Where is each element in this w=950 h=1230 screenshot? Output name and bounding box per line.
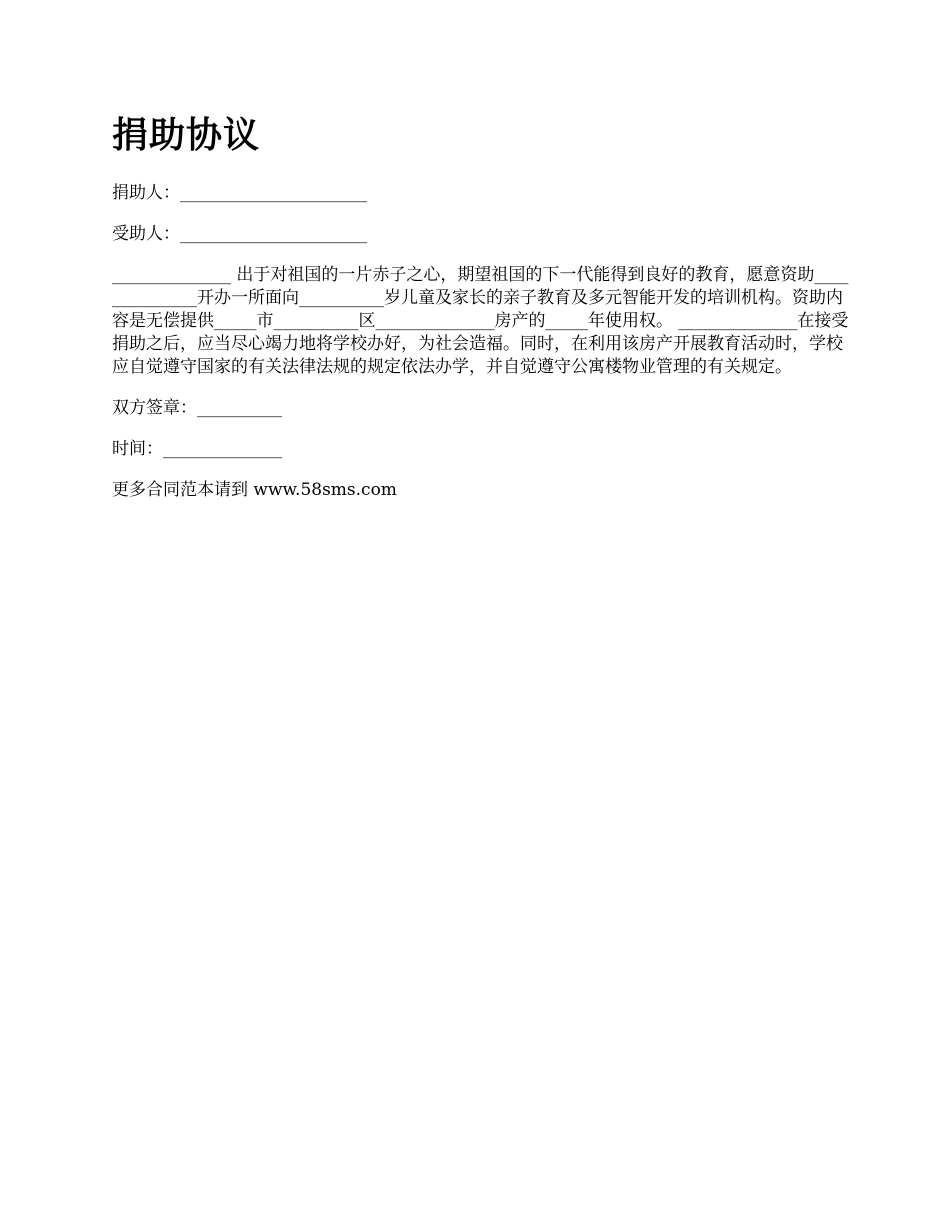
signature-line: 双方签章：__________ bbox=[112, 398, 282, 418]
agreement-body: ______________ 出于对祖国的一片赤子之心，期望祖国的下一代能得到良好的教育，愿意资助______________开办一所面向__________岁儿童及家长的亲子教育及多元智能开发的培训机构。资助内容是无偿提供_____市__________区______________房产的_____年使用权。 ______________在接受捐助之后，应当尽心竭力地将学校办好，为社会造福。同时，在利用该房产开展教育活动时，学校应自觉遵守国家的有关法律法规的规定依法办学，并自觉遵守公寓楼物业管理的有关规定。 bbox=[112, 265, 849, 377]
document-title: 捐助协议 bbox=[112, 115, 261, 156]
donor-line: 捐助人：______________________ bbox=[112, 183, 367, 203]
document-content bbox=[112, 112, 852, 520]
footer-link-text: 更多合同范本请到 www.58sms.com bbox=[112, 480, 397, 500]
date-line: 时间：______________ bbox=[112, 439, 282, 459]
recipient-line: 受助人：______________________ bbox=[112, 224, 367, 244]
